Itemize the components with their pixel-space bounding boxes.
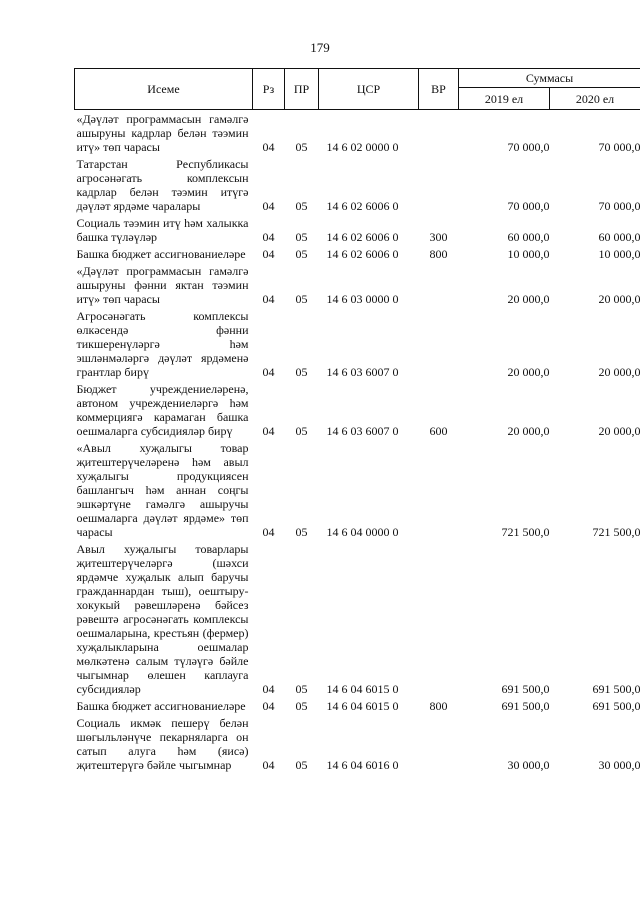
- table-row: [75, 307, 640, 380]
- table-row: [75, 214, 640, 245]
- row-csr: 14 6 03 0000 0: [326, 292, 399, 306]
- row-csr: 14 6 02 0000 0: [326, 140, 399, 154]
- row-vr: 600: [429, 424, 448, 438]
- row-name: Социаль икмәк пешерү белән шөгыльләнүче пекарняларга он сатып алуга һәм (яисә) җитештерүгә бәйле чыгымнар: [76, 716, 249, 772]
- row-csr: 14 6 03 6007 0: [326, 424, 399, 438]
- row-csr: 14 6 04 0000 0: [326, 525, 399, 539]
- row-vr: 800: [429, 247, 448, 261]
- header-name: Исеме: [75, 69, 253, 110]
- row-name: «Дәүләт программасын гамәлгә ашыруны фәнни яктан тәэмин итү» төп чарасы: [76, 264, 249, 306]
- row-vr: [419, 439, 459, 540]
- row-amount-2020: 30 000,0: [598, 758, 640, 772]
- row-name: Башка бюджет ассигнованиеләре: [76, 247, 246, 261]
- row-rz: 04: [262, 525, 275, 539]
- header-year-2020: 2020 ел: [550, 88, 640, 110]
- row-name: Татарстан Республикасы агросәнәгать комплексын кадрлар белән тәэмин итүгә дәүләт ярдәме чаралары: [76, 157, 249, 213]
- row-csr: 14 6 04 6015 0: [326, 682, 399, 696]
- row-amount-2020: 721 500,0: [592, 525, 640, 539]
- row-amount-2019: 70 000,0: [507, 199, 550, 213]
- row-amount-2020: 20 000,0: [598, 292, 640, 306]
- row-pr: 05: [295, 140, 308, 154]
- table-row: [75, 245, 640, 262]
- row-amount-2020: 691 500,0: [592, 682, 640, 696]
- row-rz: 04: [262, 140, 275, 154]
- row-vr: [419, 714, 459, 773]
- row-amount-2020: 10 000,0: [598, 247, 640, 261]
- row-rz: 04: [262, 230, 275, 244]
- row-csr: 14 6 02 6006 0: [326, 247, 399, 261]
- row-amount-2020: 20 000,0: [598, 365, 640, 379]
- table-body: [75, 110, 640, 774]
- table-row: [75, 540, 640, 697]
- row-csr: 14 6 02 6006 0: [326, 199, 399, 213]
- row-name: Социаль тәэмин итү һәм халыкка башка түләүләр: [76, 216, 249, 244]
- row-rz: 04: [262, 699, 275, 713]
- row-name: «Авыл хуҗалыгы товар җитештерүчеләренә һәм авыл хуҗалыгы продукциясен башлангыч һәм аннан соңгы эшкәртүне гамәлгә ашыручы оешмаларга дәүләт ярдәме» төп чарасы: [76, 441, 249, 539]
- row-vr: [419, 307, 459, 380]
- row-vr: [419, 540, 459, 697]
- table-row: [75, 110, 640, 156]
- row-csr: 14 6 04 6015 0: [326, 699, 399, 713]
- header-csr: ЦСР: [319, 69, 419, 110]
- row-name: Авыл хуҗалыгы товарлары җитештерүчеләргә (шәхси ярдәмче хуҗалык алып баручы гражданнардан тыш), оештыру-хокукый рәвешләренә бәйсез рәвештә агросәнәгать комплексы оешмаларына, крестьян (фермер) хуҗалыкларына оешмалар мөлкәтенә салым түләүгә бәйле чыгымнар өлешен каплауга субсидияләр: [76, 542, 249, 696]
- budget-table: [74, 68, 640, 773]
- row-pr: 05: [295, 292, 308, 306]
- row-pr: 05: [295, 199, 308, 213]
- row-amount-2019: 691 500,0: [501, 682, 550, 696]
- row-amount-2019: 30 000,0: [507, 758, 550, 772]
- row-pr: 05: [295, 758, 308, 772]
- row-name: «Дәүләт программасын гамәлгә ашыруны кадрлар белән тәэмин итү» төп чарасы: [76, 112, 249, 154]
- row-pr: 05: [295, 365, 308, 379]
- row-amount-2019: 721 500,0: [501, 525, 550, 539]
- header-sums: Суммасы: [459, 69, 640, 88]
- table-row: [75, 714, 640, 773]
- row-amount-2019: 20 000,0: [507, 365, 550, 379]
- row-amount-2019: 20 000,0: [507, 424, 550, 438]
- row-pr: 05: [295, 247, 308, 261]
- row-pr: 05: [295, 699, 308, 713]
- row-csr: 14 6 03 6007 0: [326, 365, 399, 379]
- table-row: [75, 439, 640, 540]
- row-amount-2019: 691 500,0: [501, 699, 550, 713]
- row-rz: 04: [262, 247, 275, 261]
- row-amount-2020: 20 000,0: [598, 424, 640, 438]
- row-name: Башка бюджет ассигнованиеләре: [76, 699, 246, 713]
- row-name: Бюджет учреждениеләренә, автоном учреждениеләргә һәм коммерциягә карамаган башка оешмаларга субсидияләр бирү: [76, 382, 249, 438]
- row-vr: 800: [429, 699, 448, 713]
- header-rz: Рз: [253, 69, 285, 110]
- row-rz: 04: [262, 365, 275, 379]
- row-amount-2020: 60 000,0: [598, 230, 640, 244]
- row-amount-2019: 10 000,0: [507, 247, 550, 261]
- row-amount-2020: 691 500,0: [592, 699, 640, 713]
- row-amount-2019: 70 000,0: [507, 140, 550, 154]
- row-name: Агросәнәгать комплексы өлкәсендә фәнни тикшеренүләргә һәм эшләнмәләргә дәүләт ярдәменә грантлар бирү: [76, 309, 249, 379]
- header-year-2019: 2019 ел: [459, 88, 550, 110]
- row-rz: 04: [262, 292, 275, 306]
- table-row: [75, 262, 640, 307]
- row-csr: 14 6 02 6006 0: [326, 230, 399, 244]
- header-vr: ВР: [419, 69, 459, 110]
- row-vr: [419, 110, 459, 156]
- row-amount-2019: 60 000,0: [507, 230, 550, 244]
- row-pr: 05: [295, 230, 308, 244]
- row-amount-2020: 70 000,0: [598, 199, 640, 213]
- row-rz: 04: [262, 199, 275, 213]
- table-row: [75, 155, 640, 214]
- row-amount-2020: 70 000,0: [598, 140, 640, 154]
- header-pr: ПР: [285, 69, 319, 110]
- table-row: [75, 380, 640, 439]
- table-row: [75, 697, 640, 714]
- row-amount-2019: 20 000,0: [507, 292, 550, 306]
- row-vr: 300: [429, 230, 448, 244]
- row-vr: [419, 262, 459, 307]
- row-rz: 04: [262, 682, 275, 696]
- row-pr: 05: [295, 682, 308, 696]
- row-pr: 05: [295, 525, 308, 539]
- row-rz: 04: [262, 758, 275, 772]
- row-vr: [419, 155, 459, 214]
- row-csr: 14 6 04 6016 0: [326, 758, 399, 772]
- row-rz: 04: [262, 424, 275, 438]
- page-number: 179: [310, 40, 330, 55]
- row-pr: 05: [295, 424, 308, 438]
